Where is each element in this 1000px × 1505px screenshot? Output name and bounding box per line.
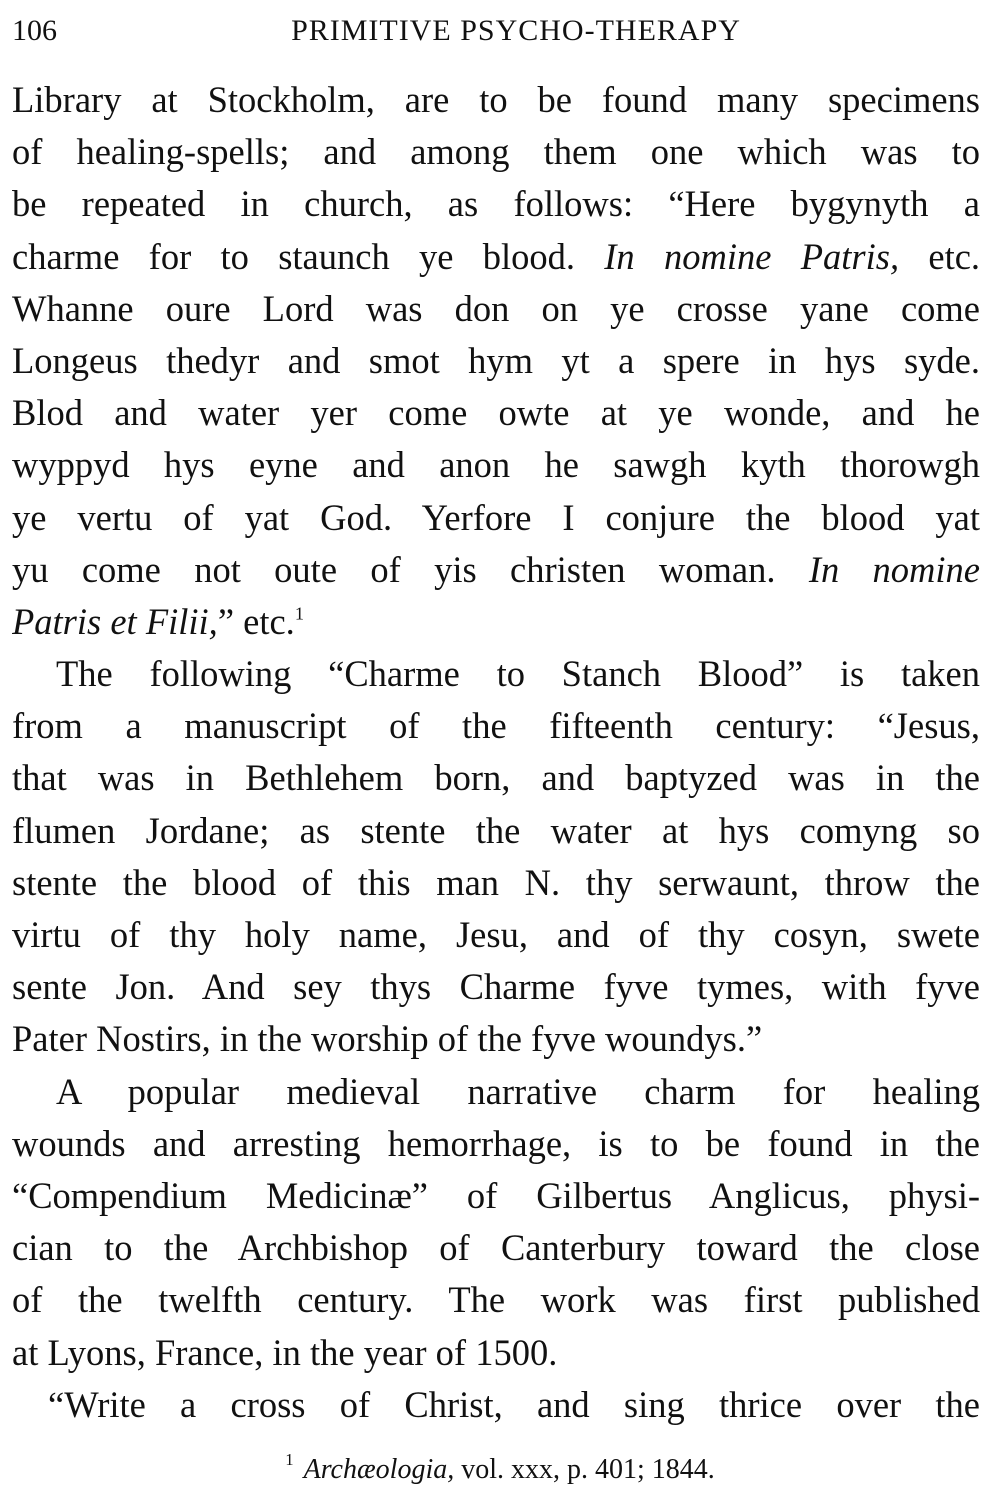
text-line: stente the blood of this man N. thy serwaunt, throw the [12,861,980,903]
text-segment: etc. [928,235,980,277]
text-line: be repeated in church, as follows: “Here bygynyth a [12,183,980,225]
text-line: Longeus thedyr and smot hym yt a spere in hys syde. [12,339,980,381]
footnote-title: Archæologia, [303,1454,455,1485]
text-line [12,596,980,648]
text-line [12,231,980,283]
footnote-reference: 1 [294,603,304,624]
text-line [12,544,980,596]
text-line: cian to the Archbishop of Canterbury toward the close [12,1227,980,1269]
text-line: flumen Jordane; as stente the water at hys comyng so [12,809,980,851]
text-line: from a manuscript of the fifteenth century: “Jesus, [12,705,980,747]
paragraph-start-line: “Write a cross of Christ, and sing thrice over the [48,1383,980,1425]
paragraph-start-line: The following “Charme to Stanch Blood” is taken [56,653,980,695]
text-line: wounds and arresting hemorrhage, is to be found in the [12,1122,980,1164]
text-segment: yu come not oute of yis christen woman. [12,548,776,590]
text-line: virtu of thy holy name, Jesu, and of thy cosyn, swete [12,914,980,955]
footnote-marker: 1 [285,1449,294,1469]
latin-phrase: Patris et Filii, [12,600,218,642]
page-number: 106 [12,14,57,47]
text-line: that was in Bethlehem born, and baptyzed was in the [12,757,980,799]
text-line: Library at Stockholm, are to be found many specimens [12,79,980,120]
footnote-citation: vol. xxx, p. 401; 1844. [461,1454,715,1485]
body-text [12,74,980,1431]
text-line: sente Jon. And sey thys Charme fyve tymes, with fyve [12,966,980,1008]
text-line: at Lyons, France, in the year of 1500. [12,1331,558,1373]
latin-phrase: In nomine Patris, [604,235,900,277]
text-line: wyppyd hys eyne and anon he sawgh kyth thorowgh [12,444,980,486]
page-header [12,14,980,54]
text-segment: charme for to staunch ye blood. [12,235,575,277]
text-line: Whanne oure Lord was don on ye crosse yane come [12,287,980,329]
footnote [0,1449,1000,1486]
text-line: ye vertu of yat God. Yerfore I conjure the blood yat [12,496,980,538]
paragraph-start-line: A popular medieval narrative charm for healing [56,1070,980,1112]
text-line: “Compendium Medicinæ” of Gilbertus Anglicus, physi- [12,1174,980,1216]
text-line: of the twelfth century. The work was first published [12,1279,980,1321]
text-segment: ” etc. [217,600,295,642]
text-line: Pater Nostirs, in the worship of the fyve woundys.” [12,1018,763,1060]
text-line: of healing-spells; and among them one which was to [12,131,980,173]
latin-phrase: In nomine [808,548,980,590]
running-title: PRIMITIVE PSYCHO-THERAPY [291,14,741,47]
text-line: Blod and water yer come owte at ye wonde, and he [12,392,980,434]
